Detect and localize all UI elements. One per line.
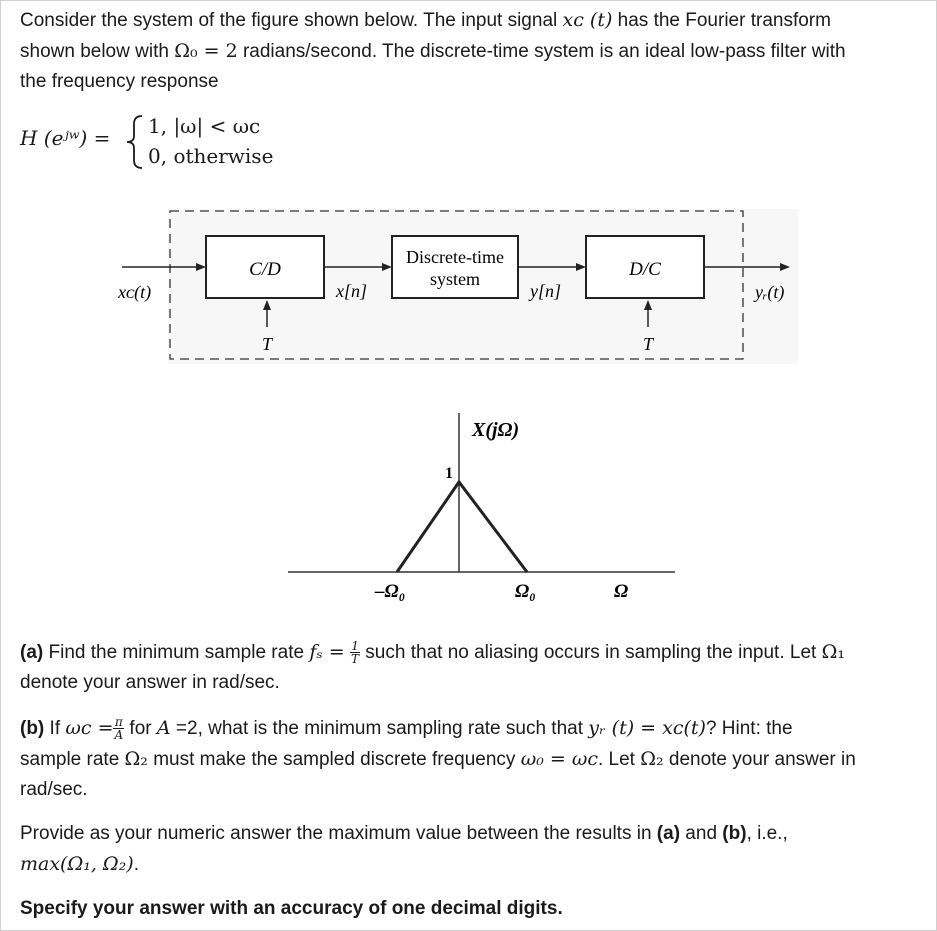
pos-omega0-tick: Ω₀ (515, 581, 536, 602)
fraction-denominator: A (114, 728, 124, 743)
accuracy-instruction: Specify your answer with an accuracy of one decimal digits. (20, 898, 563, 919)
part-a-text: Find the minimum sample rate (43, 642, 310, 663)
omega2-symbol: Ω₂ (640, 748, 664, 770)
b-reference: (b) (722, 823, 747, 844)
part-a-label: (a) (20, 642, 44, 663)
a-variable: A (156, 717, 171, 739)
fraction-numerator: 1 (351, 639, 359, 654)
xc-t-symbol: xᴄ (t) (562, 9, 613, 31)
final-line-2 (20, 849, 915, 880)
part-a (20, 637, 915, 698)
final-text: . (133, 854, 139, 875)
part-b-text: ? Hint: the (705, 718, 793, 739)
omega-axis-label: Ω (614, 581, 629, 602)
fs-symbol: fₛ = (309, 641, 345, 663)
intro-text: has the Fourier transform (612, 10, 831, 31)
intro-text: radians/second. The discrete-time system is an ideal low-pass filter with (237, 41, 846, 62)
fraction-denominator: T (351, 652, 360, 667)
part-b-text: denote your answer in (663, 749, 856, 770)
wc-symbol: ωc = (65, 717, 114, 739)
fraction-numerator: π (114, 715, 123, 730)
final-text: and (680, 823, 723, 844)
dt-label-1: Discrete-time (406, 247, 504, 267)
yr-equals-xc: yᵣ (t) = xᴄ(t) (588, 717, 706, 739)
pi-over-a-fraction (113, 716, 124, 741)
intro-text: Consider the system of the figure shown below. The input signal (20, 10, 563, 31)
part-b-text: sample rate (20, 749, 125, 770)
equation-lhs: H (eʲʷ) = (20, 126, 111, 150)
neg-omega0-tick: –Ω₀ (375, 581, 406, 602)
output-label: yᵣ(t) (755, 282, 785, 302)
part-b (20, 713, 915, 805)
part-a-line-2: denote your answer in rad/sec. (20, 672, 280, 693)
intro-text: shown below with (20, 41, 175, 62)
a-reference: (a) (656, 823, 681, 844)
dc-label: D/C (629, 259, 661, 280)
final-instructions (20, 819, 915, 880)
part-b-line-2 (20, 744, 915, 775)
intro-paragraph (20, 5, 900, 97)
t-label: T (642, 334, 654, 354)
part-b-label: (b) (20, 718, 45, 739)
part-b-line-3: rad/sec. (20, 779, 88, 800)
equation-case-1: 1, |ω| < ωc (148, 114, 261, 138)
brace-icon (124, 114, 146, 170)
final-line-1 (20, 819, 915, 849)
one-over-t-fraction (350, 640, 360, 665)
yn-label: y[n] (530, 281, 561, 301)
intro-line-2 (20, 36, 900, 67)
part-b-text: =2, what is the minimum sampling rate such that (170, 718, 589, 739)
part-b-line-1 (20, 713, 915, 744)
t-label: T (261, 334, 273, 354)
xn-label: x[n] (336, 281, 367, 301)
final-text: Provide as your numeric answer the maximum value between the results in (20, 823, 657, 844)
input-label: xᴄ(t) (118, 282, 152, 302)
final-text: , i.e., (746, 823, 788, 844)
max-expression: max(Ω₁, Ω₂) (20, 853, 134, 875)
w0-equals-wc: ω₀ = ωc (520, 748, 598, 770)
part-a-text: such that no aliasing occurs in sampling the input. Let (360, 642, 822, 663)
part-b-text: If (44, 718, 66, 739)
part-b-text: for (124, 718, 157, 739)
part-a-line-1 (20, 637, 915, 668)
block-diagram (110, 205, 800, 370)
omega1-symbol: Ω₁ (821, 641, 845, 663)
dt-label-2: system (429, 269, 481, 289)
cd-label: C/D (249, 259, 281, 280)
triangle-spectrum (397, 482, 527, 572)
spectrum-title: X(jΩ) (472, 419, 520, 441)
part-b-text: must make the sampled discrete frequency (147, 749, 521, 770)
part-b-text: . Let (597, 749, 641, 770)
omega0-value: Ω₀ = 2 (174, 40, 238, 62)
intro-line-3: the frequency response (20, 71, 219, 92)
peak-label: 1 (445, 465, 453, 482)
equation-case-2: 0, otherwise (148, 144, 274, 168)
intro-line-1 (20, 5, 900, 36)
spectrum-plot (280, 405, 680, 605)
omega2-symbol: Ω₂ (124, 748, 148, 770)
